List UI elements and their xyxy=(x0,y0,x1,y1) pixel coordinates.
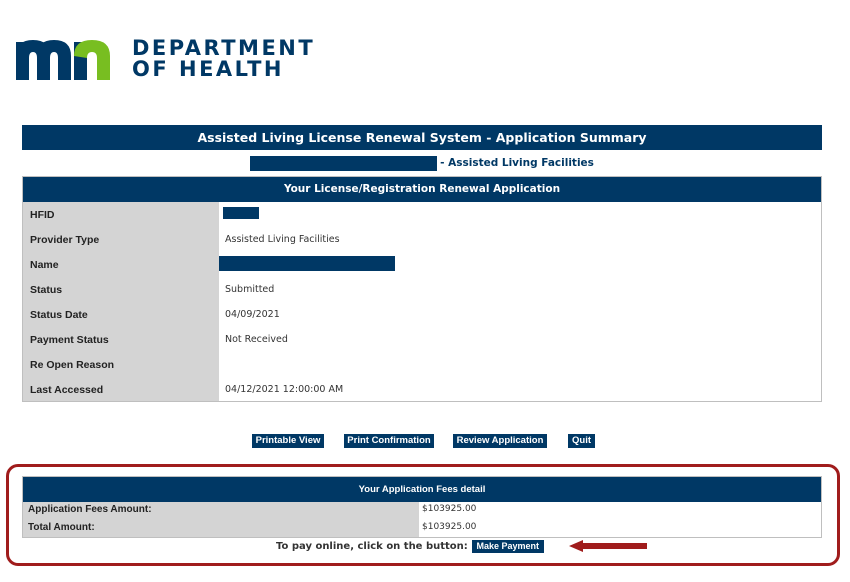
row-label-status: Status xyxy=(30,283,63,296)
fees-detail-table xyxy=(22,476,822,538)
quit-button[interactable]: Quit xyxy=(568,434,595,448)
row-value-payment-status: Not Received xyxy=(225,334,288,345)
row-label-hfid: HFID xyxy=(30,208,55,221)
table-row xyxy=(23,277,821,302)
logo-line-1: DEPARTMENT xyxy=(132,36,316,60)
table-row xyxy=(23,500,821,518)
table-row xyxy=(23,202,821,227)
fees-table-header: Your Application Fees detail xyxy=(23,477,821,502)
table-row xyxy=(23,252,821,277)
page-title: Assisted Living License Renewal System - Application Summary xyxy=(22,125,822,150)
table-row xyxy=(23,302,821,327)
print-confirmation-button[interactable]: Print Confirmation xyxy=(344,434,434,448)
logo-line-2: OF HEALTH xyxy=(132,57,284,81)
row-value-provider-type: Assisted Living Facilities xyxy=(225,234,340,245)
redacted-hfid xyxy=(223,207,259,219)
fee-value-application: $103925.00 xyxy=(422,504,477,514)
redacted-facility-name xyxy=(250,156,437,171)
row-label-name: Name xyxy=(30,258,59,271)
row-value-last-accessed: 04/12/2021 12:00:00 AM xyxy=(225,384,344,395)
mn-logo-icon xyxy=(16,34,120,84)
pay-prompt: To pay online, click on the button: xyxy=(276,540,468,552)
row-value-name xyxy=(219,256,395,274)
fee-label-application: Application Fees Amount: xyxy=(28,503,152,515)
license-table-header: Your License/Registration Renewal Application xyxy=(23,177,821,202)
table-row xyxy=(23,227,821,252)
page-subtitle xyxy=(22,153,822,173)
table-row xyxy=(23,377,821,402)
logo-text xyxy=(132,38,315,80)
license-summary-table xyxy=(22,176,822,402)
pay-online-line xyxy=(276,539,544,553)
table-row xyxy=(23,327,821,352)
row-label-payment-status: Payment Status xyxy=(30,333,109,346)
review-application-button[interactable]: Review Application xyxy=(453,434,547,448)
table-row xyxy=(23,518,821,536)
printable-view-button[interactable]: Printable View xyxy=(252,434,324,448)
row-label-last-accessed: Last Accessed xyxy=(30,383,104,396)
row-label-status-date: Status Date xyxy=(30,308,88,321)
redacted-name xyxy=(219,256,395,271)
left-arrow-icon xyxy=(569,540,647,552)
row-value-status: Submitted xyxy=(225,284,275,295)
row-label-reopen-reason: Re Open Reason xyxy=(30,358,115,371)
mdh-logo xyxy=(16,34,315,84)
subtitle-suffix: - Assisted Living Facilities xyxy=(440,157,594,169)
make-payment-button[interactable]: Make Payment xyxy=(472,540,544,553)
fee-value-total: $103925.00 xyxy=(422,522,477,532)
row-label-provider-type: Provider Type xyxy=(30,233,100,246)
fee-label-total: Total Amount: xyxy=(28,521,95,533)
table-row xyxy=(23,352,821,377)
row-value-status-date: 04/09/2021 xyxy=(225,309,280,320)
row-value-hfid xyxy=(219,207,259,222)
